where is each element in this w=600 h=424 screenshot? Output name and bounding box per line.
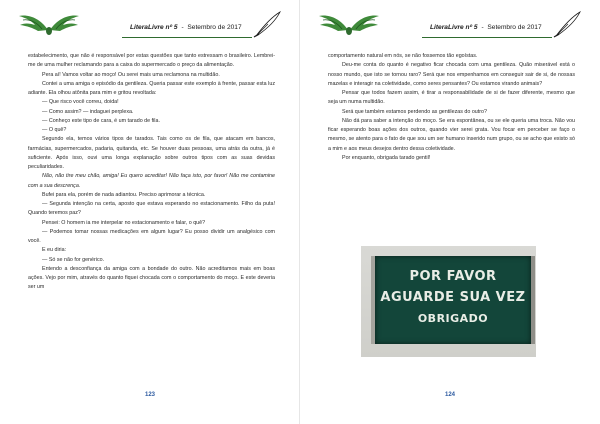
header-title [430, 24, 542, 31]
page-number: 123 [144, 392, 155, 398]
paragraph: — Só se não for genérico. [42, 256, 105, 263]
paragraph: Contei a uma amiga o episódio da gentileza. Queria passar este exemplo à frente, passar esta luz adiante. Ela olhou atônita para mim e gritou revoltada: [28, 80, 275, 96]
sign-photo [361, 246, 536, 357]
paragraph: Entendo a desconfiança da amiga com a bondade do outro. Não acreditamos mais em boas ações. Vejo por mim, através do quanto fiquei chocada com o comportamento do moço. E este deveria ser um [28, 265, 275, 291]
issue-date: Setembro de 2017 [187, 24, 242, 31]
right-page-body [328, 52, 575, 163]
right-page [300, 0, 600, 424]
sign-line-1: POR FAVOR [409, 269, 497, 284]
quill-pen-icon [252, 10, 282, 38]
paragraph: Pensar que todos fazem assim, é tirar a responsabilidade de si de fazer diferente, mesmo que seja um numa multidão. [328, 90, 575, 106]
wings-logo-icon [18, 8, 80, 38]
paragraph: — Como assim? — indaguei perplexa. [42, 108, 134, 115]
paragraph: Segundo ela, temos vários tipos de tarados. Tais como os de fila, que atacam em bancos, farmácias, supermercados, padaria, quitanda, etc. Se houver duas pessoas, uma atrás da outra, já é suficiente. Após isso, ouvi uma longa explanação sobre outros tipos com as suas devidas peculiaridades. [28, 136, 275, 170]
paragraph: Pensei: O homem ia me interpelar no estacionamento e falar, o quê? [42, 219, 206, 226]
paragraph: Não, não tire meu chão, amiga! Eu quero acreditar! Não faça isto, por favor! Não me contamine com a sua descrença. [28, 173, 275, 189]
left-page-body [28, 52, 275, 293]
paragraph: Não dá para saber a intenção do moço. Se era espontânea, ou se ele queria uma troca. Não vou ficar esperando boas ações dos outros, quando vier serei grata. Vou focar em perceber se faço o mesmo, se atento para o fato de que sou um ser humano inserido num grupo, ou se acho que existo só a mim e aos meus desejos dentro dessa coletividade. [328, 117, 575, 152]
paragraph: Bufei para ela, porém de nada adiantou. Preciso aprimorar a técnica. [42, 191, 206, 198]
paragraph: — Conheço este tipo de cara, é um tarado de fila. [42, 117, 160, 124]
paragraph: — O quê? [42, 127, 67, 133]
quill-pen-icon [552, 10, 582, 38]
paragraph: Será que também estamos perdendo as gentilezas do outro? [342, 108, 487, 115]
header-title [130, 24, 242, 31]
paragraph: comportamento natural em nós, se não fossemos tão egoístas. [328, 53, 478, 59]
page-header [18, 6, 282, 40]
page-number: 124 [444, 392, 455, 398]
paragraph: — Podemos tomar nossas medicações em algum lugar? Eu posso dividir um analgésico com você. [28, 228, 275, 244]
paragraph: Pera aí! Vamos voltar ao moço! Ou serei mais uma reclamona na multidão. [42, 71, 220, 78]
wings-logo-icon [318, 8, 380, 38]
sign-board [371, 256, 535, 344]
header-separator: - [181, 24, 184, 31]
paragraph: — Segunda intenção na certa, aposto que estava esperando no estacionamento. Filho da puta! Quando teremos paz? [28, 201, 275, 217]
header-rule [422, 37, 552, 38]
journal-name: LiteraLivre nº 5 [430, 24, 478, 31]
page-header [318, 6, 582, 40]
paragraph: estabelecimento, que não é responsável por estas questões que tanto estressam o brasileiro. Lembrei-me de uma mulher reclamando para a caixa do supermercado o preço da alimentação. [28, 53, 275, 69]
header-separator: - [481, 24, 484, 31]
paragraph: E eu diria: [42, 247, 67, 254]
header-rule [122, 37, 252, 38]
sign-line-2: AGUARDE SUA VEZ [380, 290, 526, 305]
sign-line-3: OBRIGADO [417, 312, 489, 325]
paragraph: Por enquanto, obrigada tarado gentil! [342, 154, 431, 161]
journal-name: LiteraLivre nº 5 [130, 24, 178, 31]
paragraph: Deu-me conta do quanto é negativo ficar chocada com uma gentileza. Quão miserável está o nosso mundo, que isto se tornou raro? Será que nos empenhamos em conseguir sair de si, de nossas mazelas e interagir na coletividade, como seres pensantes? Ou estamos virando animais? [328, 62, 575, 87]
issue-date: Setembro de 2017 [487, 24, 542, 31]
paragraph: — Que risco você correu, doida! [42, 99, 119, 106]
